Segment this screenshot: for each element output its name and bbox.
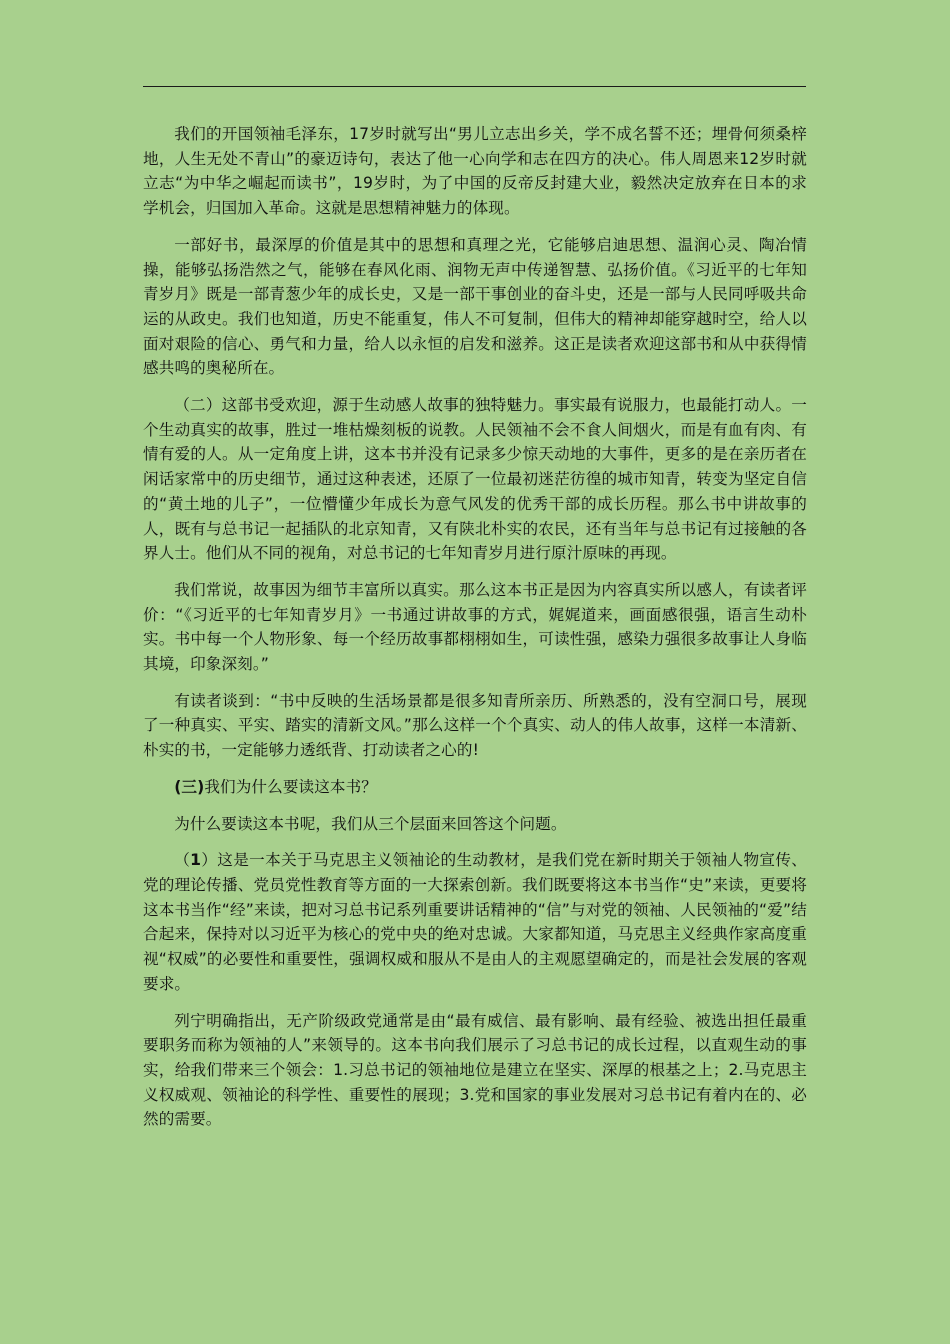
section-heading bbox=[143, 775, 807, 800]
section-heading-text: 我们为什么要读这本书？ bbox=[204, 777, 377, 796]
document-body bbox=[143, 122, 807, 1144]
paragraph: 为什么要读这本书呢，我们从三个层面来回答这个问题。 bbox=[174, 814, 567, 833]
paragraph: 有读者谈到：“书中反映的生活场景都是很多知青所亲历、所熟悉的，没有空洞口号，展现了一种真实、平实、踏实的清新文风。”那么这样一个个真实、动人的伟人故事，这样一本清新、朴实的书，一定能够力透纸背、打动读者之心的! bbox=[143, 691, 807, 760]
header-rule bbox=[143, 86, 806, 87]
paragraph: 我们的开国领袖毛泽东，17岁时就写出“男儿立志出乡关，学不成名誓不还；埋骨何须桑梓地，人生无处不青山”的豪迈诗句，表达了他一心向学和志在四方的决心。伟人周恩来12岁时就立志“为中华之崛起而读书”，19岁时，为了中国的反帝反封建大业，毅然决定放弃在日本的求学机会，归国加入革命。这就是思想精神魅力的体现。 bbox=[143, 125, 807, 218]
item-text: ）这是一本关于马克思主义领袖论的生动教材，是我们党在新时期关于领袖人物宣传、党的理论传播、党员党性教育等方面的一大探索创新。我们既要将这本书当作“史”来读，更要将这本书当作“经”来读，把对习总书记系列重要讲话精神的“信”与对党的领袖、人民领袖的“爱”结合起来，保持对以习近平为核心的党中央的绝对忠诚。大家都知道，马克思主义经典作家高度重视“权威”的必要性和重要性，强调权威和服从不是由人的主观愿望确定的，而是社会发展的客观要求。 bbox=[143, 851, 807, 993]
paragraph: （二）这部书受欢迎，源于生动感人故事的独特魅力。事实最有说服力，也最能打动人。一个生动真实的故事，胜过一堆枯燥刻板的说教。人民领袖不会不食人间烟火，而是有血有肉、有情有爱的人。从一定角度上讲，这本书并没有记录多少惊天动地的大事件，更多的是在亲历者在闲话家常中的历史细节，通过这种表述，还原了一位最初迷茫彷徨的城市知青，转变为坚定自信的“黄土地的儿子”，一位懵懂少年成长为意气风发的优秀干部的成长历程。那么书中讲故事的人，既有与总书记一起插队的北京知青，又有陕北朴实的农民，还有当年与总书记有过接触的各界人士。他们从不同的视角，对总书记的七年知青岁月进行原汁原味的再现。 bbox=[143, 396, 807, 563]
section-number: (三) bbox=[174, 777, 205, 796]
paragraph: 我们常说，故事因为细节丰富所以真实。那么这本书正是因为内容真实所以感人，有读者评价：“《习近平的七年知青岁月》一书通过讲故事的方式，娓娓道来，画面感很强，语言生动朴实。书中每一个人物形象、每一个经历故事都栩栩如生，可读性强，感染力强很多故事让人身临其境，印象深刻。” bbox=[143, 580, 807, 674]
paragraph: 一部好书，最深厚的价值是其中的思想和真理之光，它能够启迪思想、温润心灵、陶冶情操，能够弘扬浩然之气，能够在春风化雨、润物无声中传递智慧、弘扬价值。《习近平的七年知青岁月》既是一部青葱少年的成长史，又是一部干事创业的奋斗史，还是一部与人民同呼吸共命运的从政史。我们也知道，历史不能重复，伟人不可复制，但伟大的精神却能穿越时空，给人以面对艰险的信心、勇气和力量，给人以永恒的启发和滋养。这正是读者欢迎这部书和从中获得情感共鸣的奥秘所在。 bbox=[143, 235, 807, 378]
paragraph: 列宁明确指出，无产阶级政党通常是由“最有威信、最有影响、最有经验、被选出担任最重要职务而称为领袖的人”来领导的。这本书向我们展示了习总书记的成长过程，以直观生动的事实，给我们带来三个领会：1.习总书记的领袖地位是建立在坚实、深厚的根基之上；2.马克思主义权威观、领袖论的科学性、重要性的展现；3.党和国家的事业发展对习总书记有着内在的、必然的需要。 bbox=[143, 1011, 807, 1129]
numbered-paragraph bbox=[143, 848, 807, 996]
item-number: 1 bbox=[190, 851, 202, 870]
item-open-paren: （ bbox=[174, 851, 191, 870]
